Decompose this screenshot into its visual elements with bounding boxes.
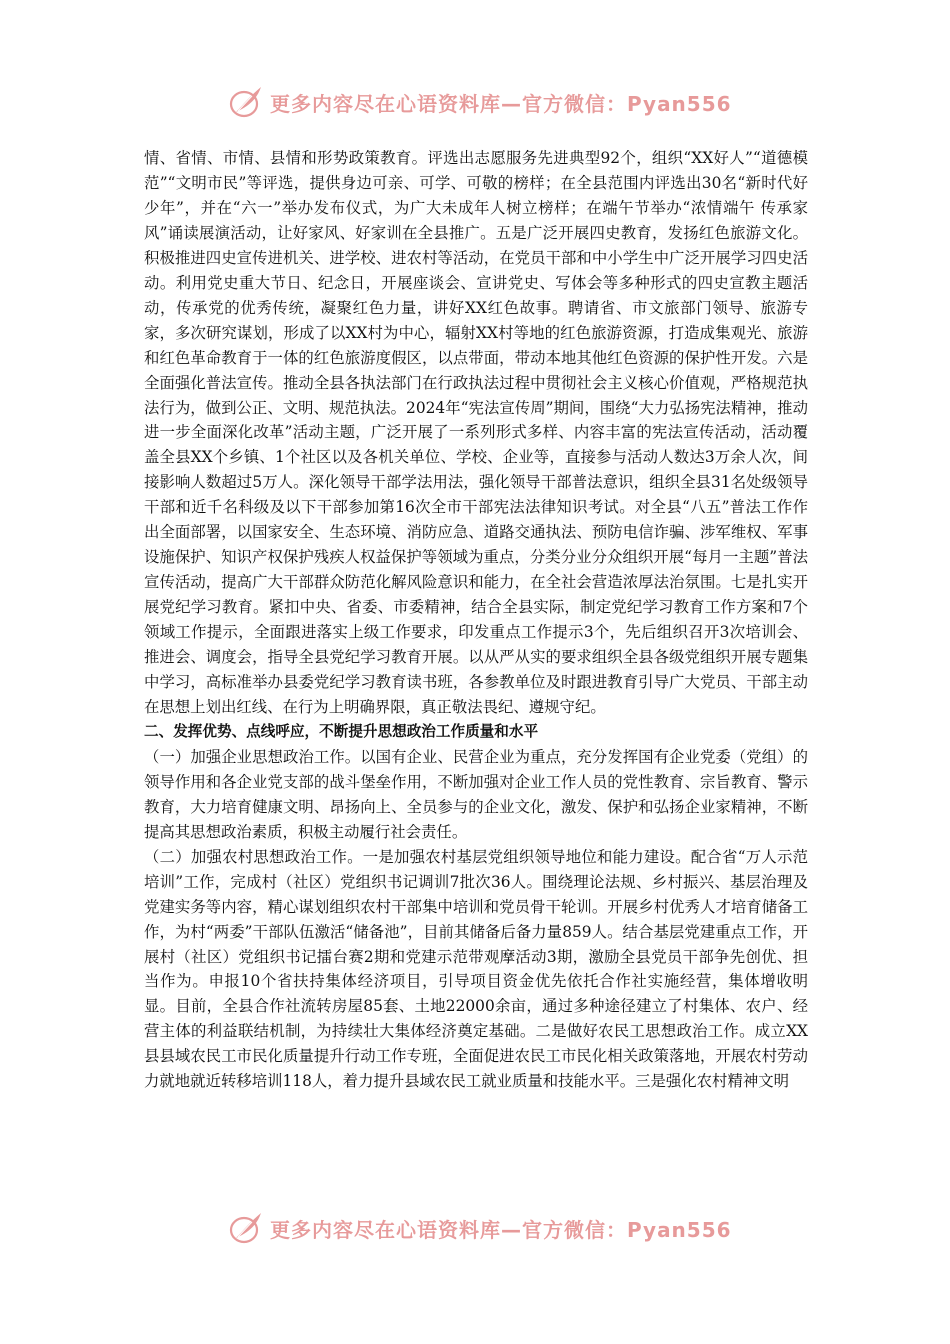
watermark-text: 更多内容尽在心语资料库—官方微信：Pyan556 (270, 91, 732, 116)
quill-logo-icon (228, 84, 264, 120)
header-watermark (228, 82, 748, 122)
watermark-text: 更多内容尽在心语资料库—官方微信：Pyan556 (270, 1217, 732, 1242)
footer-watermark (228, 1208, 748, 1248)
paragraph-rural: （二）加强农村思想政治工作。一是加强农村基层党组织领导地位和能力建设。配合省“万人示范培训”工作，完成村（社区）党组织书记调训7批次36人。围绕理论法规、乡村振兴、基层治理及党建实务等内容，精心谋划组织农村干部集中培训和党员骨干轮训。开展乡村优秀人才培育储备工作，为村“两委”干部队伍激活“储备池”，目前其储备后备力量859人。结合基层党建重点工作，开展村（社区）党组织书记擂台赛2期和党建示范带观摩活动3期，激励全县党员干部争先创优、担当作为。申报10个省扶持集体经济项目，引导项目资金优先依托合作社实施经营，集体增收明显。目前，全县合作社流转房屋85套、土地22000余亩，通过多种途径建立了村集体、农户、经营主体的利益联结机制，为持续壮大集体经济奠定基础。二是做好农民工思想政治工作。成立XX县县域农民工市民化质量提升行动工作专班，全面促进农民工市民化相关政策落地，开展农村劳动力就地就近转移培训118人，着力提升县域农民工就业质量和技能水平。三是强化农村精神文明 (144, 847, 808, 1091)
quill-logo-icon (228, 1210, 264, 1246)
paragraph-enterprise: （一）加强企业思想政治工作。以国有企业、民营企业为重点，充分发挥国有企业党委（党组）的领导作用和各企业党支部的战斗堡垒作用，不断加强对企业工作人员的党性教育、宗旨教育、警示教育，大力培育健康文明、昂扬向上、全员参与的企业文化，激发、保护和弘扬企业家精神，不断提高其思想政治素质，积极主动履行社会责任。 (144, 747, 808, 841)
paragraph-continued: 情、省情、市情、县情和形势政策教育。评选出志愿服务先进典型92个，组织“XX好人”“道德模范”“文明市民”等评选，提供身边可亲、可学、可敬的榜样；在全县范围内评选出30名“新时代好少年”，并在“六一”举办发布仪式，为广大未成年人树立榜样；在端午节举办“浓情端午 传承家风”诵读展演活动，让好家风、好家训在全县推广。五是广泛开展四史教育，发扬红色旅游文化。积极推进四史宣传进机关、进学校、进农村等活动，在党员干部和中小学生中广泛开展学习四史活动。利用党史重大节日、纪念日，开展座谈会、宣讲党史、写体会等多种形式的四史宣教主题活动，传承党的优秀传统，凝聚红色力量，讲好XX红色故事。聘请省、市文旅部门领导、旅游专家，多次研究谋划，形成了以XX村为中心，辐射XX村等地的红色旅游资源，打造成集观光、旅游和红色革命教育于一体的红色旅游度假区，以点带面，带动本地其他红色资源的保护性开发。六是全面强化普法宣传。推动全县各执法部门在行政执法过程中贯彻社会主义核心价值观，严格规范执法行为，做到公正、文明、规范执法。2024年“宪法宣传周”期间，围绕“大力弘扬宪法精神，推动进一步全面深化改革”活动主题，广泛开展了一系列形式多样、内容丰富的宪法宣传活动，活动覆盖全县XX个乡镇、1个社区以及各机关单位、学校、企业等，直接参与活动人数达3万余人次，间接影响人数超过5万人。深化领导干部学法用法，强化领导干部普法意识，组织全县31名处级领导干部和近千名科级及以下干部参加第16次全市干部宪法法律知识考试。对全县“八五”普法工作作出全面部署，以国家安全、生态环境、消防应急、道路交通执法、预防电信诈骗、涉军维权、军事设施保护、知识产权保护残疾人权益保护等领域为重点，分类分业分众组织开展“每月一主题”普法宣传活动，提高广大干部群众防范化解风险意识和能力，在全社会营造浓厚法治氛围。七是扎实开展党纪学习教育。紧扣中央、省委、市委精神，结合全县实际，制定党纪学习教育工作方案和7个领域工作提示，全面跟进落实上级工作要求，印发重点工作提示3个，先后组织召开3次培训会、推进会、调度会，指导全县党纪学习教育开展。以从严从实的要求组织全县各级党组织开展专题集中学习，高标准举办县委党纪学习教育读书班，各参教单位及时跟进教育引导广大党员、干部主动在思想上划出红线、在行为上明确界限，真正敬法畏纪、遵规守纪。 (144, 149, 808, 716)
document-body (144, 146, 808, 1094)
section-heading-2: 二、发挥优势、点线呼应，不断提升思想政治工作质量和水平 (144, 722, 539, 740)
